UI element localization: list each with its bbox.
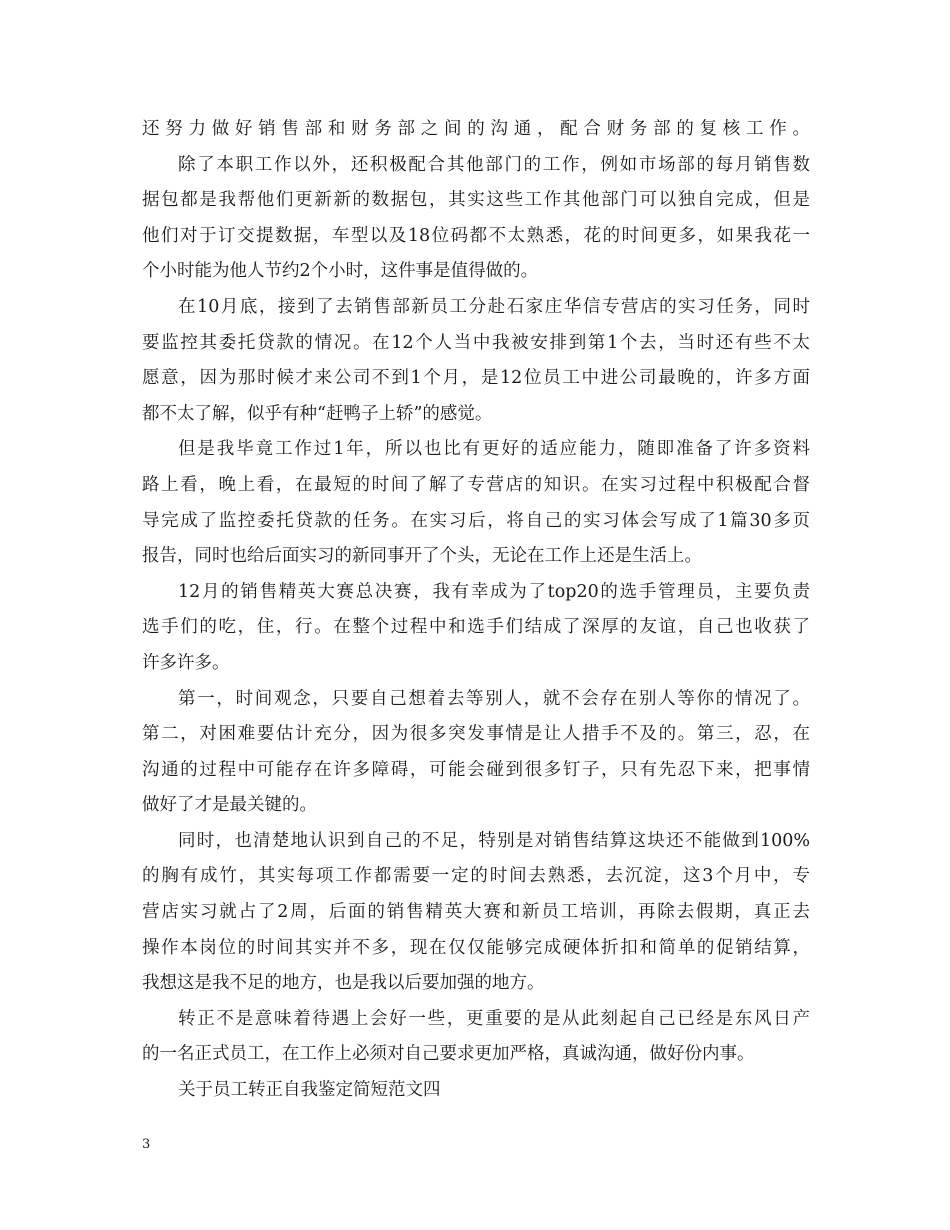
- body-text: [142, 112, 810, 1109]
- page-number: 3: [142, 1137, 151, 1152]
- text-line: 营店实习就占了2周，后面的销售精英大赛和新员工培训，再除去假期，真正去: [142, 902, 810, 923]
- paragraph-line: 但是我毕竟工作过1年，所以也比有更好的适应能力，随即准备了许多资料: [178, 439, 810, 460]
- paragraph-line: 第一，时间观念，只要自己想着去等别人，就不会存在别人等你的情况了。: [178, 688, 810, 709]
- text-line: 的一名正式员工，在工作上必须对自己要求更加严格，真诚沟通，做好份内事。: [142, 1044, 755, 1065]
- text-line: 导完成了监控委托贷款的任务。在实习后，将自己的实习体会写成了1篇30多页: [142, 510, 810, 531]
- text-line: 许多许多。: [142, 652, 230, 673]
- paragraph-line: 除了本职工作以外，还积极配合其他部门的工作，例如市场部的每月销售数: [178, 154, 810, 175]
- text-line: 操作本岗位的时间其实并不多，现在仅仅能够完成硬体折扣和简单的促销结算，: [142, 937, 810, 958]
- paragraph-line: 在10月底，接到了去销售部新员工分赴石家庄华信专营店的实习任务，同时: [178, 296, 810, 317]
- section-heading: 关于员工转正自我鉴定简短范文四: [178, 1080, 441, 1101]
- text-line: 个小时能为他人节约2个小时，这件事是值得做的。: [142, 261, 539, 282]
- text-line: 路上看，晚上看，在最短的时间了解了专营店的知识。在实习过程中积极配合督: [142, 474, 810, 495]
- text-line: 据包都是我帮他们更新新的数据包，其实这些工作其他部门可以独自完成，但是: [142, 190, 810, 211]
- text-line: 报告，同时也给后面实习的新同事开了个头，无论在工作上还是生活上。: [142, 546, 702, 567]
- text-line: 愿意，因为那时候才来公司不到1个月，是12位员工中进公司最晚的，许多方面: [142, 368, 810, 389]
- text-line: 要监控其委托贷款的情况。在12个人当中我被安排到第1个去，当时还有些不太: [142, 332, 810, 353]
- text-line: 的胸有成竹，其实每项工作都需要一定的时间去熟悉，去沉淀，这3个月中，专: [142, 866, 810, 887]
- paragraph-line: 转正不是意味着待遇上会好一些，更重要的是从此刻起自己已经是东风日产: [178, 1008, 810, 1029]
- text-line: 还努力做好销售部和财务部之间的沟通，配合财务部的复核工作。: [142, 119, 810, 139]
- text-line: 选手们的吃，住，行。在整个过程中和选手们结成了深厚的友谊，自己也收获了: [142, 617, 810, 638]
- paragraph-line: 同时，也清楚地认识到自己的不足，特别是对销售结算这块还不能做到100%: [178, 830, 810, 851]
- paragraph-line: 12月的销售精英大赛总决赛，我有幸成为了top20的选手管理员，主要负责: [178, 581, 810, 602]
- text-line: 沟通的过程中可能存在许多障碍，可能会碰到很多钉子，只有先忍下来，把事情: [142, 759, 810, 780]
- text-line: 他们对于订交提数据，车型以及18位码都不太熟悉，花的时间更多，如果我花一: [142, 225, 810, 246]
- text-line: 我想这是我不足的地方，也是我以后要加强的地方。: [142, 973, 545, 994]
- text-line: 都不太了解，似乎有种“赶鸭子上轿”的感觉。: [142, 403, 493, 424]
- text-line: 做好了才是最关键的。: [142, 795, 317, 816]
- text-line: 第二，对困难要估计充分，因为很多突发事情是让人措手不及的。第三，忍，在: [142, 724, 810, 745]
